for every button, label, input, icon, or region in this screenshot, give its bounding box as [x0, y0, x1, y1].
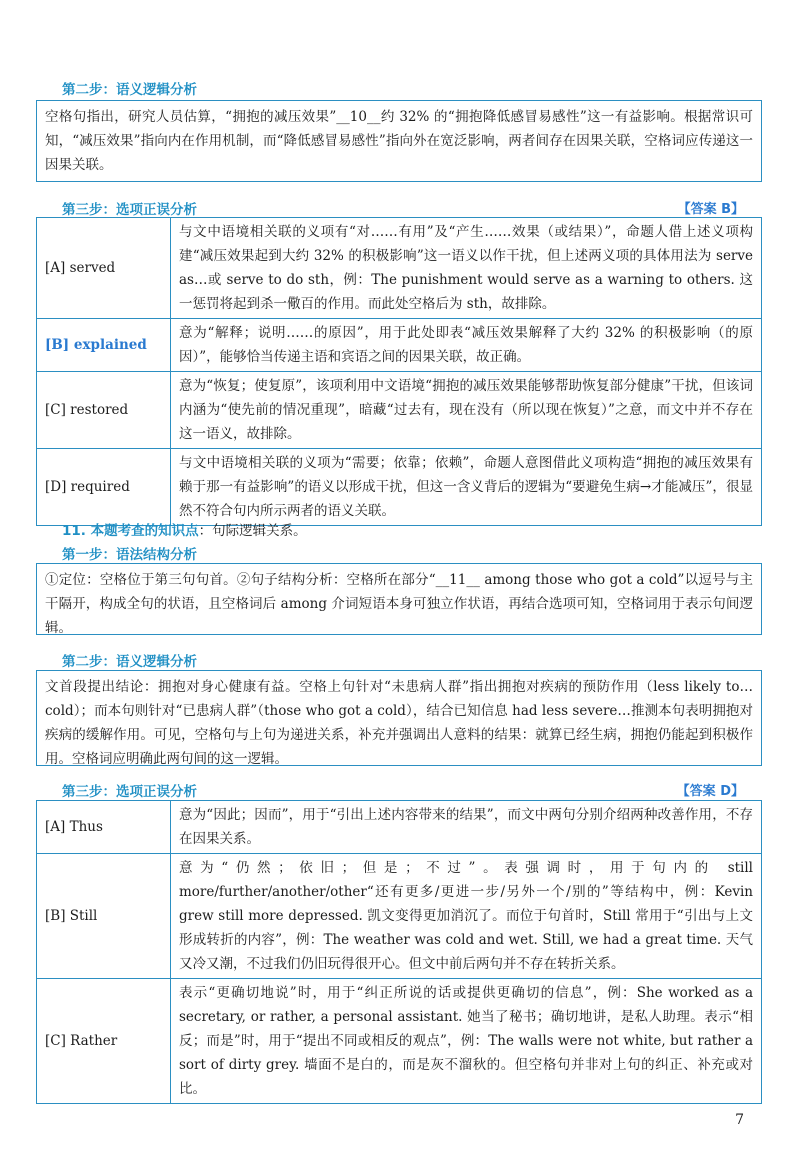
option-text: 意为“因此；因而”，用于“引出上述内容带来的结果”，而文中两句分别介绍两种改善作用，不存在因果关系。 — [171, 801, 762, 854]
option-text: 表示“更确切地说”时，用于“纠正所说的话或提供更确切的信息”，例：She worked as a secretary, or rather, a personal assistant. 她当了秘书；确切地讲，是私人助理。表示“相反；而是”时，用于“提出不同或相反的观点”，例：The walls were not white, but rather a sort of dirty grey. 墙面不是白的，而是灰不溜秋的。但空格句并非对上句的纠正、补充或对比。 — [171, 979, 762, 1104]
option-label: [A] served — [37, 218, 171, 319]
q11-step2-heading: 第二步：语义逻辑分析 — [62, 654, 197, 670]
q10-step2-text: 空格句指出，研究人员估算，“拥抱的减压效果”__10__约 32% 的“拥抱降低感冒易感性”这一有益影响。根据常识可知，“减压效果”指向内在作用机制，而“降低感冒易感性”指向外在宽泛影响，两者间存在因果关联，空格词应传递这一因果关联。 — [45, 109, 753, 173]
q11-options-table — [36, 800, 762, 1104]
table-row — [37, 372, 762, 449]
page-number: 7 — [735, 1112, 744, 1128]
option-label: [A] Thus — [37, 801, 171, 854]
option-label: [D] required — [37, 449, 171, 526]
q11-step2-text: 文首段提出结论：拥抱对身心健康有益。空格上句针对“未患病人群”指出拥抱对疾病的预防作用（less likely to…cold）；而本句则针对“已患病人群”（those who got a cold），结合已知信息 had less severe…推测本句表明拥抱对疾病的缓解作用。可见，空格句与上句为递进关系，补充并强调出人意料的结果：就算已经生病，拥抱仍能起到积极作用。空格词应明确此两句间的这一逻辑。 — [45, 679, 753, 767]
q11-title — [62, 519, 307, 539]
option-text: 意为“仍然；依旧；但是；不过”。表强调时，用于句内的 still more/further/another/other“还有更多/更进一步/另外一个/别的”等结构中，例：Kevin grew still more depressed. 凯文变得更加消沉了。而位于句首时，Still 常用于“引出与上文形成转折的内容”，例：The weather was cold and wet. Still, we had a great time. 天气又冷又潮，不过我们仍旧玩得很开心。但文中前后两句并不存在转折关系。 — [171, 854, 762, 979]
option-text: 与文中语境相关联的义项为“需要；依靠；依赖”，命题人意图借此义项构造“拥抱的减压效果有赖于那一有益影响”的语义以形成干扰，但这一含义背后的逻辑为“要避免生病→才能减压”，很显然不符合句内所示两者的语义关联。 — [171, 449, 762, 526]
option-label: [B] Still — [37, 854, 171, 979]
q10-step2-heading: 第二步：语义逻辑分析 — [62, 82, 197, 98]
table-row — [37, 979, 762, 1104]
option-text: 意为“解释；说明……的原因”，用于此处即表“减压效果解释了大约 32% 的积极影响（的原因）”，能够恰当传递主语和宾语之间的因果关联，故正确。 — [171, 319, 762, 372]
table-row — [37, 319, 762, 372]
q11-number: 11. 本题考查的知识点 — [62, 523, 199, 539]
table-row — [37, 449, 762, 526]
q11-step1-text: ①定位：空格位于第三句句首。②句子结构分析：空格所在部分“__11__ among those who got a cold”以逗号与主干隔开，构成全句的状语，且空格词后 among 介词短语本身可独立作状语，再结合选项可知，空格词用于表示句间逻辑。 — [45, 572, 753, 636]
table-row — [37, 801, 762, 854]
q10-options-table — [36, 217, 762, 526]
option-text: 意为“恢复；使复原”，该项利用中文语境“拥抱的减压效果能够帮助恢复部分健康”干扰，但该词内涵为“使先前的情况重现”，暗藏“过去有，现在没有（所以现在恢复）”之意，而文中并不存在这一语义，故排除。 — [171, 372, 762, 449]
q11-topic: ：句际逻辑关系。 — [198, 523, 307, 539]
q11-step1-heading: 第一步：语法结构分析 — [62, 547, 197, 563]
q11-step1-box — [36, 563, 762, 635]
q11-answer-badge: 【答案 D】 — [676, 784, 744, 799]
q10-step3-heading: 第三步：选项正误分析 — [62, 202, 197, 218]
q10-answer-badge: 【答案 B】 — [677, 202, 744, 217]
option-label-correct: [B] explained — [37, 319, 171, 372]
option-label: [C] restored — [37, 372, 171, 449]
option-label: [C] Rather — [37, 979, 171, 1104]
q11-step2-box — [36, 670, 762, 766]
table-row — [37, 854, 762, 979]
option-text: 与文中语境相关联的义项有“对……有用”及“产生……效果（或结果）”，命题人借上述义项构建“减压效果起到大约 32% 的积极影响”这一语义以作干扰，但上述两义项的具体用法为 serve as…或 serve to do sth，例：The punishment would serve as a warning to others. 这一惩罚将起到杀一儆百的作用。而此处空格后为 sth，故排除。 — [171, 218, 762, 319]
q10-step2-box — [36, 100, 762, 182]
q11-step3-heading: 第三步：选项正误分析 — [62, 784, 197, 800]
table-row — [37, 218, 762, 319]
